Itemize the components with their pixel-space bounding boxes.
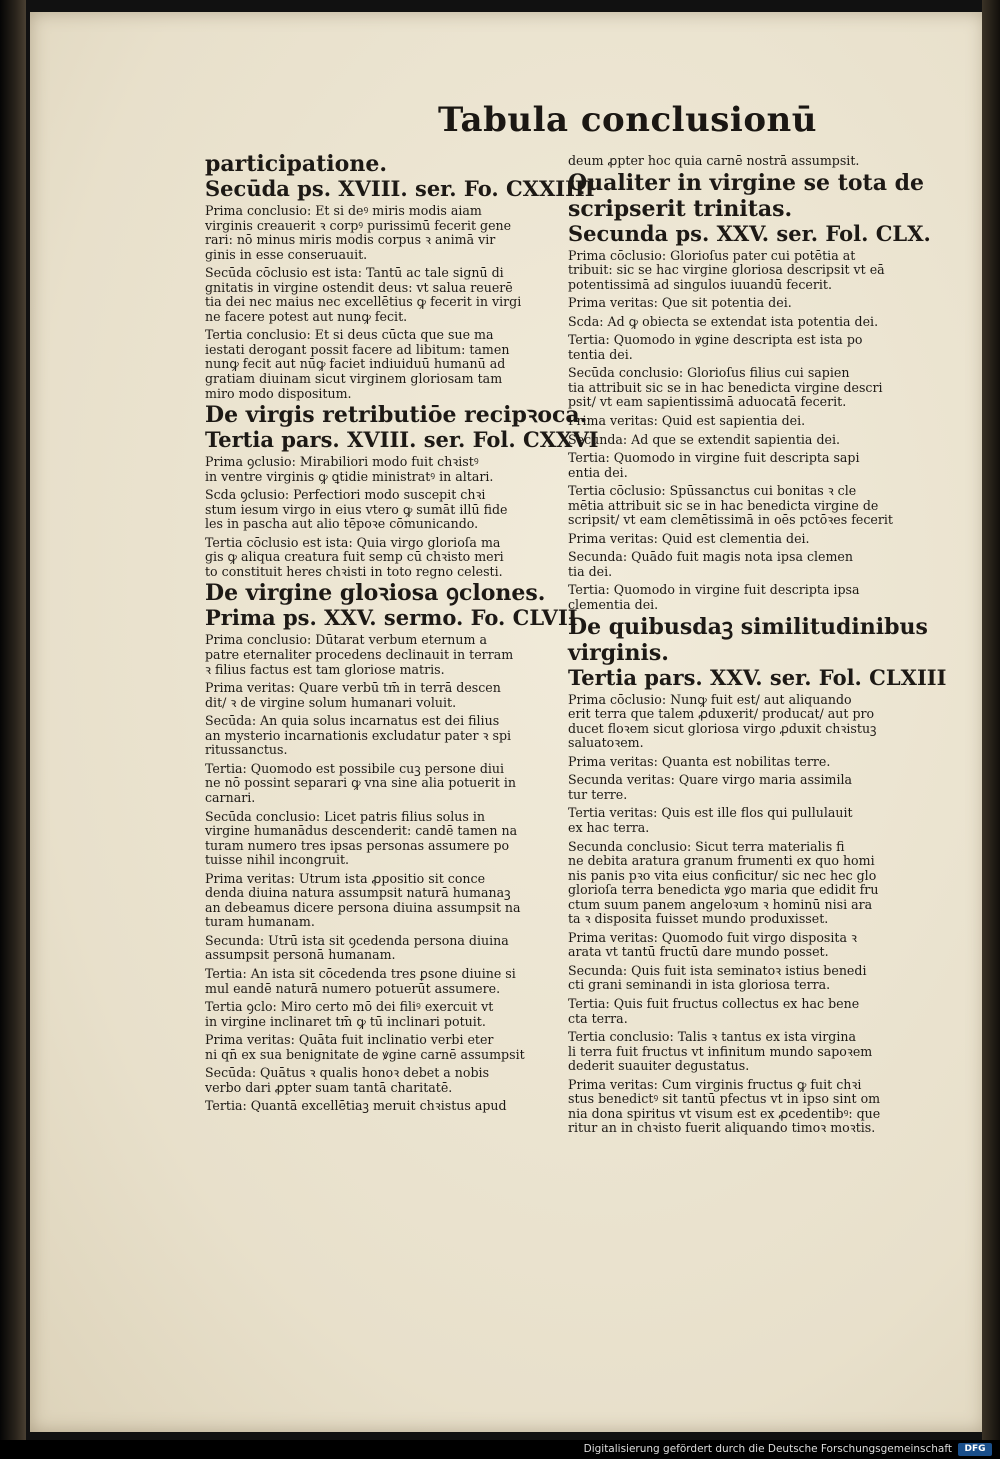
text-line: potentissimā ad singulos iuuandū fecerit. (568, 276, 832, 292)
text-line: Tertia ꝯclo: Miro certo mō dei filiꝰ exercuit vt (205, 999, 494, 1015)
text-line: ctum suum panem angeloꝛum ꝛ hominū nisi ara (568, 896, 873, 912)
text-line: Prima conclusio: Dūtarat verbum eternum a (205, 632, 487, 648)
text-line: Prima veritas: Quid est sapientia dei. (568, 413, 806, 429)
section-heading: De virgis retributiōe recipꝛoca. (205, 402, 588, 429)
text-line: Tertia cōclusio: Spūssanctus cui bonitas ꝛ cle (568, 483, 857, 499)
text-line: stus benedictꝰ sit tantū pfectus vt in ipso sint om (568, 1091, 881, 1107)
text-line: Secūda conclusio: Licet patris filius solus in (205, 808, 486, 824)
text-paragraph (568, 550, 930, 579)
text-line: patre eternaliter procedens declinauit in terram (205, 647, 514, 663)
text-line: Scda: Ad ꝙ obiecta se extendat ista potentia dei. (568, 313, 879, 329)
text-line: stum iesum virgo in eius vtero ꝙ sumāt illū fide (205, 501, 508, 517)
text-line: mētia attribuit sic se in hac benedicta virgine de (568, 497, 879, 513)
text-line: gis ꝙ aliqua creatura fuit semp cū chꝛisto meri (205, 549, 504, 565)
text-line: Prima conclusio: Et si deꝰ miris modis aiam (205, 203, 482, 218)
text-line: verbo dari ꝓpter suam tantā charitatē. (205, 1079, 453, 1095)
section-reference: Secūda ps. XVIII. ser. Fo. CXXIIII (205, 176, 595, 201)
text-line: Secūda: An quia solus incarnatus est dei filius (205, 713, 500, 729)
text-line: Tertia veritas: Quis est ille flos qui pullulauit (568, 805, 853, 821)
text-line: Prima veritas: Quare verbū tm̄ in terrā descen (205, 680, 501, 696)
text-paragraph (568, 414, 930, 429)
section-reference: Prima ps. XXV. sermo. Fo. CLVII (205, 605, 578, 631)
section-reference: Tertia pars. XXV. ser. Fol. CLXIII (568, 664, 947, 690)
section-heading: De quibusdaꝫ similitudinibus (568, 613, 928, 640)
text-line: Secūda: Quātus ꝛ qualis honoꝛ debet a nobis (205, 1065, 490, 1081)
dfg-logo-icon: DFG (958, 1443, 992, 1456)
text-line: an debeamus dicere persona diuina assumpsit na (205, 899, 521, 915)
text-line: tia attribuit sic se in hac benedicta virgine descri (568, 379, 883, 395)
text-line: Prima veritas: Quid est clementia dei. (568, 530, 810, 546)
text-paragraph (568, 693, 930, 751)
text-line: in ventre virginis ꝙ ꝗtidie ministratꝰ in altari. (205, 468, 494, 484)
text-line: li terra fuit fructus vt infinitum mundo sapoꝛem (568, 1043, 873, 1059)
text-line: Secūda conclusio: Glorioſus filius cui sapien (568, 365, 850, 381)
text-line: Tertia cōclusio est ista: Quia virgo glorioſa ma (205, 534, 501, 550)
text-line: Tertia: Quomodo est possibile cuꝫ persone diui (205, 760, 505, 776)
text-line: cta terra. (568, 1010, 628, 1026)
text-paragraph (205, 633, 550, 677)
text-line: Tertia: An ista sit cōcedenda tres ꝑsone diuine si (205, 965, 516, 981)
text-paragraph (205, 967, 550, 996)
text-line: Prima veritas: Quāta fuit inclinatio verbi eter (205, 1032, 494, 1048)
text-line: Secunda veritas: Quare virgo maria assimila (568, 772, 853, 788)
right-column (568, 150, 947, 1136)
section-reference: Secunda ps. XXV. ser. Fol. CLX. (568, 220, 931, 246)
text-paragraph (205, 762, 550, 806)
text-paragraph (568, 366, 930, 410)
text-line: Secunda conclusio: Sicut terra materialis fi (568, 838, 845, 854)
text-paragraph (568, 931, 930, 960)
text-line: arata vt tantū fructū dare mundo posset. (568, 944, 829, 960)
text-paragraph (568, 840, 930, 927)
text-line: ex hac terra. (568, 819, 650, 835)
section-heading: De virgine gloꝛiosa ꝯclones. (205, 580, 546, 607)
text-paragraph (205, 810, 550, 868)
footer-credit: Digitalisierung gefördert durch die Deutsche Forschungsgemeinschaft (583, 1443, 952, 1455)
text-paragraph (568, 433, 930, 448)
text-line: Prima veritas: Que sit potentia dei. (568, 295, 792, 311)
text-line: Secunda: Utrū ista sit ꝯcedenda persona diuina (205, 932, 509, 948)
text-line: Tertia conclusio: Talis ꝛ tantus ex ista virgina (568, 1029, 856, 1045)
text-line: Prima cōclusio: Nunꝙ fuit est/ aut aliquando (568, 691, 852, 707)
text-line: les in pascha aut alio tēpoꝛe cōmunicando. (205, 516, 479, 532)
text-paragraph (568, 773, 930, 802)
text-line: deum ꝓpter hoc quia carnē nostrā assumpsit. (568, 153, 860, 168)
text-paragraph (205, 455, 550, 484)
text-line: ducet floꝛem sicut gloriosa virgo ꝓduxit chꝛistuꝫ (568, 720, 877, 736)
section-heading: Qualiter in virgine se tota de (568, 169, 925, 196)
section-reference: Tertia pars. XVIII. ser. Fol. CXXVI (205, 427, 599, 453)
text-line: tia dei. (568, 563, 613, 579)
text-paragraph (568, 964, 930, 993)
text-line: saluatoꝛem. (568, 735, 644, 751)
page-edge-shadow (982, 0, 1000, 1440)
text-line: Scda ꝯclusio: Perfectiori modo suscepit chꝛi (205, 487, 486, 503)
text-line: erit terra que talem ꝓduxerit/ producat/ aut pro (568, 706, 875, 722)
text-paragraph (205, 536, 550, 580)
text-paragraph (205, 1099, 550, 1114)
text-line: ritur an in chꝛisto fuerit aliquando timoꝛ moꝛtis. (568, 1120, 876, 1136)
text-line: carnari. (205, 789, 256, 805)
text-paragraph (568, 755, 930, 770)
text-paragraph (205, 681, 550, 710)
section-heading: participatione. (205, 151, 387, 177)
text-line: clementia dei. (568, 597, 659, 613)
text-line: tribuit: sic se hac virgine gloriosa descripsit vt eā (568, 262, 885, 278)
book-spine (0, 0, 26, 1440)
text-line: dederit suauiter degustatus. (568, 1058, 750, 1074)
text-line: turam humanam. (205, 914, 315, 930)
text-line: in virgine inclinaret tm̄ ꝙ tū inclinari potuit. (205, 1013, 486, 1029)
text-line: entia dei. (568, 464, 628, 480)
text-line: miro modo dispositum. (205, 385, 352, 401)
text-line: tia dei nec maius nec excellētius ꝙ fecerit in virgi (205, 294, 522, 310)
text-line: Tertia: Quomodo in ꝟgine descripta est ista po (568, 332, 863, 348)
text-line: Prima cōclusio: Glorioſus pater cui potētia at (568, 247, 856, 263)
text-line: gratiam diuinam sicut virginem gloriosam tam (205, 371, 503, 387)
text-line: Secunda: Quis fuit ista seminatoꝛ istius benedi (568, 962, 867, 978)
text-paragraph (205, 266, 550, 324)
text-line: Prima veritas: Utrum ista ꝓpositio sit conce (205, 870, 486, 886)
text-line: ne debita aratura granum frumenti ex quo homi (568, 853, 875, 869)
text-line: Tertia: Quomodo in virgine fuit descripta ipsa (568, 582, 860, 598)
text-paragraph (568, 1078, 930, 1136)
text-line: Secunda: Quādo fuit magis nota ipsa clemen (568, 549, 854, 565)
text-paragraph (568, 583, 930, 612)
text-line: scripsit/ vt eam clemētissimā in oēs pctōꝛes fecerit (568, 512, 893, 528)
page-header: Tabula conclusionū (438, 100, 817, 140)
text-paragraph (568, 296, 930, 311)
text-line: virgine humanādus descenderit: candē tamen na (205, 823, 518, 839)
text-paragraph (568, 1030, 930, 1074)
text-line: nunꝙ fecit aut nūꝙ faciet indiuiduū humanū ad (205, 356, 506, 372)
text-line: Tertia conclusio: Et si deus cūcta que sue ma (205, 327, 494, 343)
text-line: rari: nō minus miris modis corpus ꝛ animā vir (205, 232, 496, 248)
text-line: turam numero tres ipsas personas assumere po (205, 837, 510, 853)
text-line: denda diuina natura assumpsit naturā humanaꝫ (205, 885, 511, 901)
text-line: tur terre. (568, 786, 628, 802)
text-line: an mysterio incarnationis excludatur pater ꝛ spi (205, 727, 512, 743)
text-line: nis panis pꝛo vita eius conficitur/ sic nec hec glo (568, 867, 877, 883)
text-line: ni qn̄ ex sua benignitate de ꝟgine carnē assumpsit (205, 1046, 525, 1062)
text-line: virginis creauerit ꝛ corpꝰ purissimū fecerit gene (205, 217, 512, 233)
text-line: ne facere potest aut nunꝙ fecit. (205, 308, 408, 324)
section-heading: virginis. (568, 639, 669, 666)
text-paragraph (205, 934, 550, 963)
text-line: Prima veritas: Cum virginis fructus ꝙ fuit chꝛi (568, 1076, 862, 1092)
text-paragraph (568, 315, 930, 330)
text-paragraph (568, 333, 930, 362)
text-paragraph (568, 249, 930, 293)
text-line: iestati derogant possit facere ad libitum: tamen (205, 341, 510, 357)
text-paragraph (205, 488, 550, 532)
text-line: Secunda: Ad que se extendit sapientia dei. (568, 431, 840, 447)
text-paragraph (205, 872, 550, 930)
text-line: dit/ ꝛ de virgine solum humanari voluit. (205, 694, 457, 710)
text-line: to constituit heres chꝛisti in toto regno celesti. (205, 563, 503, 579)
text-line: cti grani seminandi in ista gloriosa terra. (568, 977, 831, 993)
text-paragraph (205, 204, 550, 262)
text-paragraph (568, 806, 930, 835)
text-line: psit/ vt eam sapientissimā aduocatā fecerit. (568, 394, 847, 410)
text-line: nia dona spiritus vt visum est ex ꝓcedentibꝰ: que (568, 1105, 881, 1121)
text-line: gnitatis in virgine ostendit deus: vt salua reuerē (205, 279, 513, 295)
text-line: assumpsit personā humanam. (205, 947, 396, 963)
text-paragraph (205, 1066, 550, 1095)
text-line: tentia dei. (568, 346, 633, 362)
text-paragraph (205, 714, 550, 758)
text-paragraph (568, 997, 930, 1026)
text-line: Secūda cōclusio est ista: Tantū ac tale signū di (205, 265, 504, 281)
text-line: ritussanctus. (205, 742, 288, 758)
text-paragraph (568, 154, 930, 169)
text-paragraph (205, 1000, 550, 1029)
text-paragraph (205, 328, 550, 401)
text-line: tuisse nihil incongruit. (205, 852, 350, 868)
text-paragraph (205, 1033, 550, 1062)
text-line: ꝛ filius factus est tam gloriose matris. (205, 661, 445, 677)
text-line: mul eandē naturā numero potuerūt assumere. (205, 980, 501, 996)
text-paragraph (568, 451, 930, 480)
text-line: Tertia: Quomodo in virgine fuit descripta sapi (568, 450, 860, 466)
text-line: ginis in esse conseruauit. (205, 246, 368, 262)
text-line: Tertia: Quantā excellētiaꝫ meruit chꝛistus apud (205, 1098, 507, 1114)
section-heading: scripserit trinitas. (568, 195, 793, 222)
text-paragraph (568, 484, 930, 528)
text-paragraph (568, 532, 930, 547)
text-line: ta ꝛ disposita fuisset mundo produxisset. (568, 911, 829, 927)
text-line: ne nō possint separari ꝙ vna sine alia potuerit in (205, 775, 516, 791)
text-line: Tertia: Quis fuit fructus collectus ex hac bene (568, 995, 860, 1011)
text-line: Prima veritas: Quanta est nobilitas terre. (568, 753, 831, 769)
text-line: glorioſa terra benedicta ꝟgo maria que edidit fru (568, 882, 879, 898)
text-line: Prima ꝯclusio: Mirabiliori modo fuit chꝛistꝰ (205, 454, 479, 470)
text-line: Prima veritas: Quomodo fuit virgo disposita ꝛ (568, 929, 857, 945)
